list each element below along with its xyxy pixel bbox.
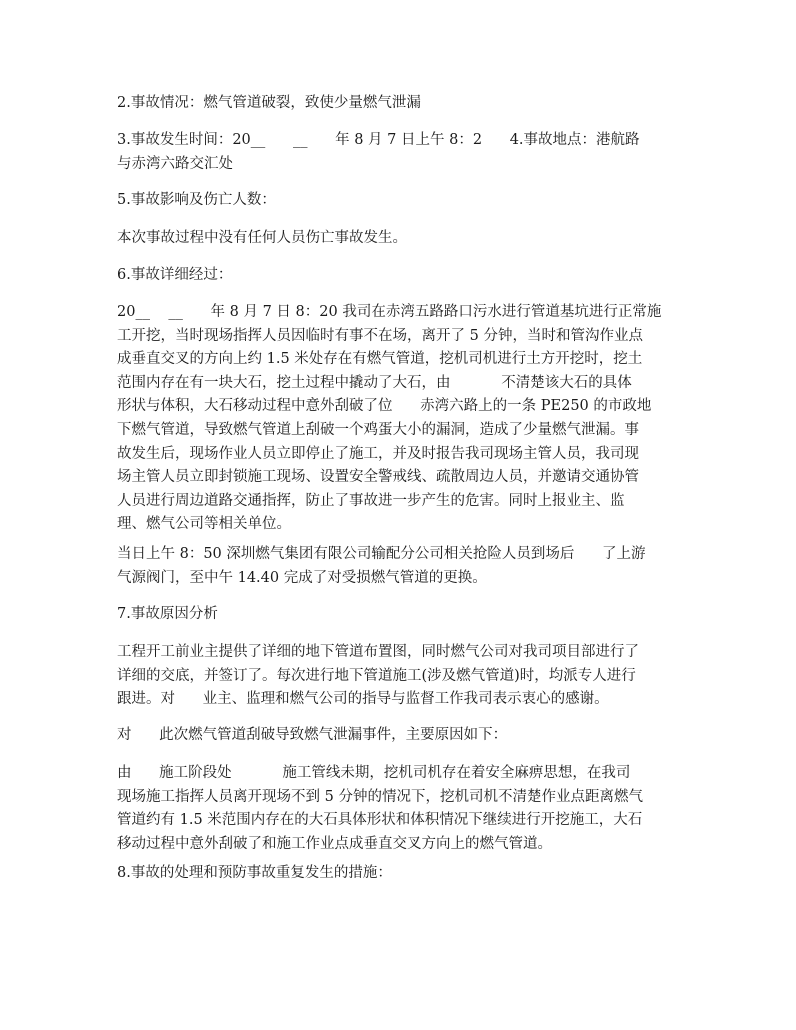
text-line: 形状与体积，大石移动过程中意外刮破了位 赤湾六路上的一条 PE250 的市政地 (117, 398, 652, 415)
text-line: 工开挖，当时现场指挥人员因临时有事不在场，离开了 5 分钟，当时和管沟作业点 (117, 327, 643, 344)
text-line: 7.事故原因分析 (117, 606, 218, 622)
paragraph-cause-heading (117, 603, 677, 627)
text-line: 2.事故情况：燃气管道破裂，致使少量燃气泄漏 (117, 95, 421, 111)
text-line: 现场施工指挥人员离开现场不到 5 分钟的情况下，挖机司机不清楚作业点距离燃气 (117, 788, 643, 805)
paragraph-details-heading (117, 264, 677, 288)
text-line: 对 此次燃气管道刮破导致燃气泄漏事件，主要原因如下： (117, 727, 508, 743)
text-line: 本次事故过程中没有任何人员伤亡事故发生。 (117, 230, 407, 246)
text-line: 与赤湾六路交汇处 (117, 155, 233, 172)
text-line: 故发生后，现场作业人员立即停止了施工，并及时报告我司现场主管人员，我司现 (117, 445, 639, 462)
text-line: 工程开工前业主提供了详细的地下管道布置图，同时燃气公司对我司项目部进行了 (117, 644, 639, 660)
paragraph-emergency-response (117, 543, 677, 590)
text-line: 当日上午 8：50 深圳燃气集团有限公司输配分公司相关抢险人员到场后 了上游 (117, 546, 646, 562)
text-line: 管道约有 1.5 米范围内存在的大石具体形状和体积情况下继续进行开挖施工，大石 (117, 812, 643, 829)
paragraph-no-casualties (117, 227, 677, 251)
text-line: 20__ __ 年 8 月 7 日 8：20 我司在赤湾五路路口污水进行管道基坑进行正常施 (117, 304, 662, 320)
paragraph-pre-construction (117, 641, 677, 712)
paragraph-main-causes-intro (117, 724, 677, 748)
text-line: 范围内存在有一块大石，挖土过程中撬动了大石，由 不清楚该大石的具体 (117, 374, 632, 391)
text-line: 成垂直交叉的方向上约 1.5 米处存在有燃气管道，挖机司机进行土方开挖时，挖土 (117, 351, 643, 368)
paragraph-impact-heading (117, 189, 677, 213)
paragraph-cause-analysis (117, 762, 677, 856)
text-line: 3.事故发生时间：20__ __ 年 8 月 7 日上午 8：2 4.事故地点：港航路 (117, 132, 640, 148)
text-line: 5.事故影响及伤亡人数： (117, 192, 276, 208)
text-line: 8.事故的处理和预防事故重复发生的措施： (117, 865, 392, 881)
text-line: 6.事故详细经过： (117, 267, 233, 283)
text-line: 下燃气管道，导致燃气管道上刮破一个鸡蛋大小的漏洞，造成了少量燃气泄漏。事 (117, 421, 639, 438)
paragraph-measures-heading (117, 862, 677, 886)
paragraph-details-body (117, 301, 677, 537)
text-line: 跟进。对 业主、监理和燃气公司的指导与监督工作我司表示衷心的感谢。 (117, 691, 609, 708)
paragraph-accident-time-location (117, 129, 677, 176)
paragraph-accident-situation (117, 92, 677, 116)
text-line: 移动过程中意外刮破了和施工作业点成垂直交叉方向上的燃气管道。 (117, 835, 552, 852)
text-line: 理、燃气公司等相关单位。 (117, 516, 291, 533)
text-line: 气源阀门，至中午 14.40 完成了对受损燃气管道的更换。 (117, 569, 487, 586)
text-line: 场主管人员立即封锁施工现场、设置安全警戒线、疏散周边人员，并邀请交通协管 (117, 469, 639, 486)
text-line: 由 施工阶段处 施工管线未期，挖机司机存在着安全麻痹思想，在我司 (117, 765, 631, 781)
text-line: 详细的交底，并签订了。每次进行地下管道施工(涉及燃气管道)时，均派专人进行 (117, 667, 636, 684)
text-line: 人员进行周边道路交通指挥，防止了事故进一步产生的危害。同时上报业主、监 (117, 492, 625, 509)
